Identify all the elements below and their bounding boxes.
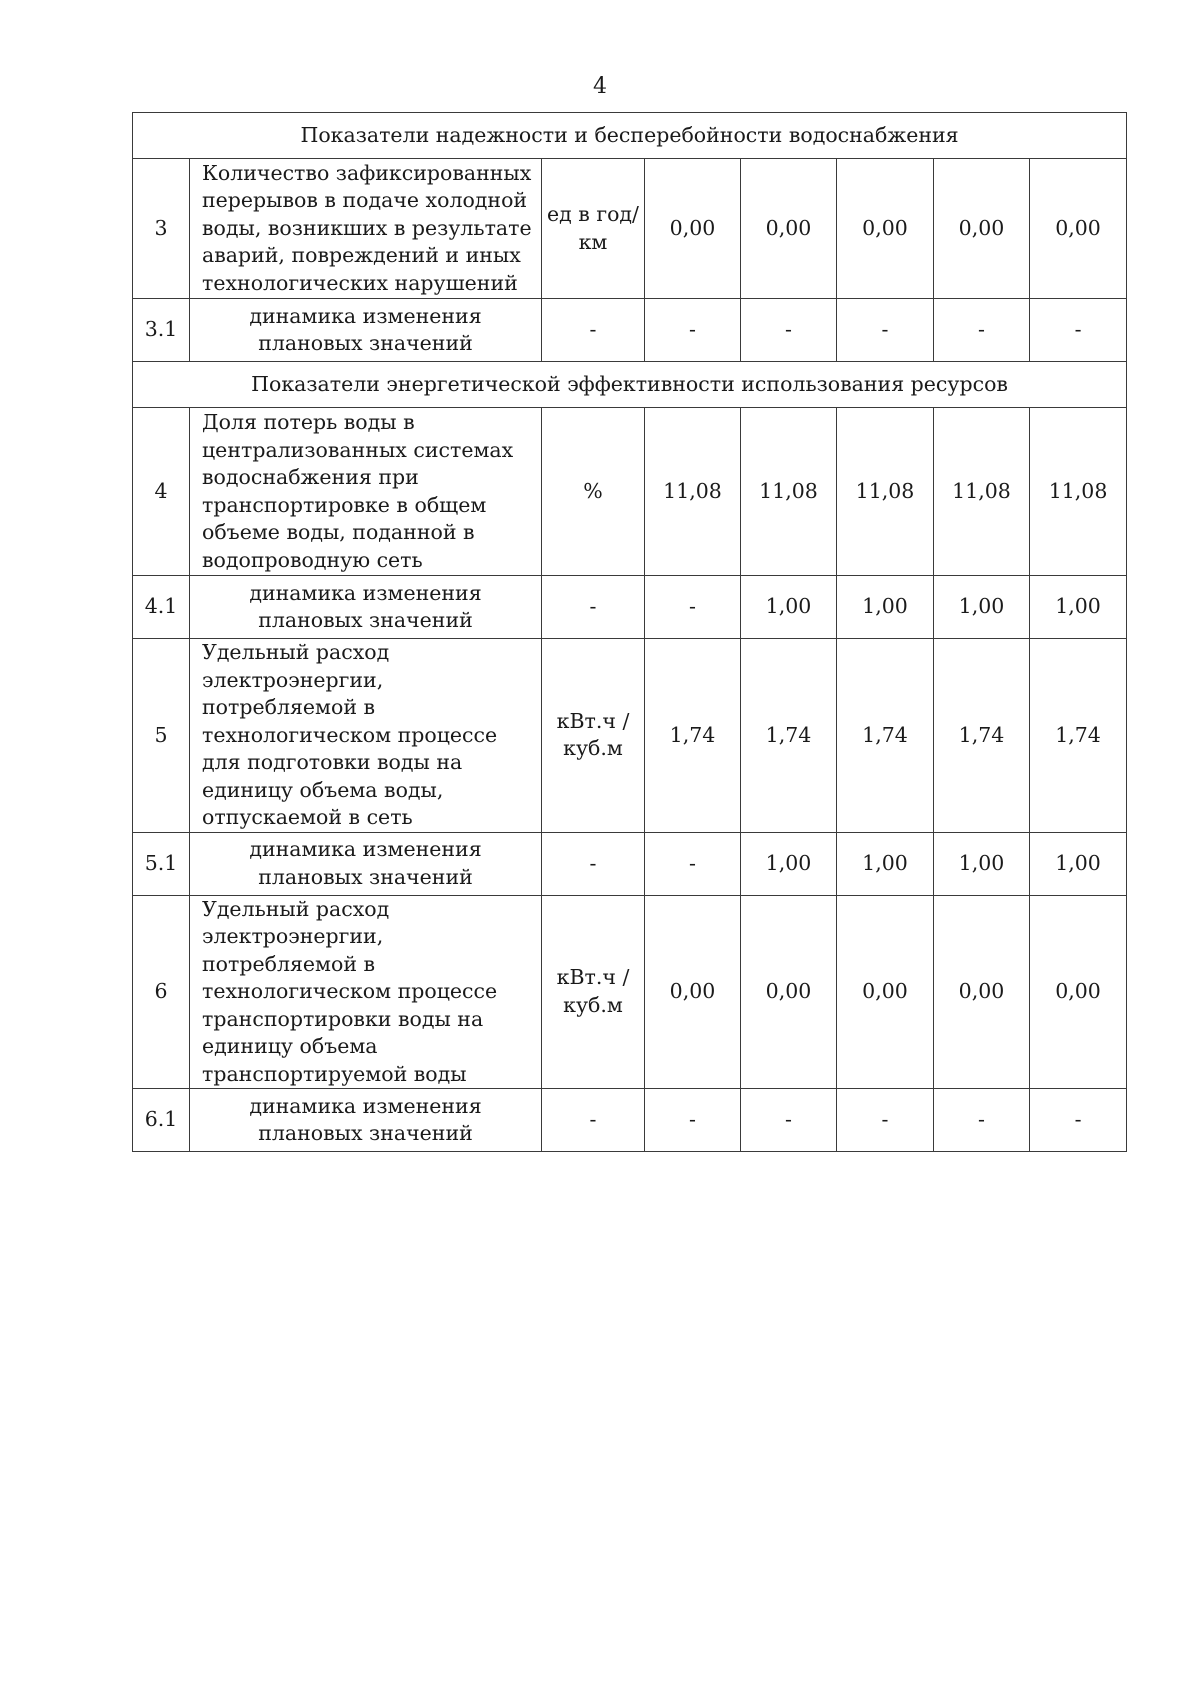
value-cell: 0,00 [1030, 895, 1127, 1089]
value-cell: 0,00 [645, 159, 741, 299]
value-cell: - [741, 299, 837, 362]
indicator-name: Количество зафиксированных перерывов в подаче холодной воды, возникших в результате аварий, повреждений и иных технологических нарушений [190, 159, 542, 299]
row-number: 3 [133, 159, 190, 299]
unit-cell: - [542, 576, 645, 639]
indicator-name: динамика изменения плановых значений [190, 1089, 542, 1152]
unit-cell: кВт.ч / куб.м [542, 895, 645, 1089]
indicator-name: Удельный расход электроэнергии, потребляемой в технологическом процессе транспортировки воды на единицу объема транспортируемой воды [190, 895, 542, 1089]
unit-cell: ед в год/ км [542, 159, 645, 299]
value-cell: 0,00 [645, 895, 741, 1089]
value-cell: 11,08 [645, 408, 741, 576]
value-cell: 1,00 [934, 576, 1030, 639]
section-title: Показатели надежности и бесперебойности водоснабжения [133, 113, 1127, 159]
value-cell: 0,00 [934, 159, 1030, 299]
indicator-name: Удельный расход электроэнергии, потребляемой в технологическом процессе для подготовки воды на единицу объема воды, отпускаемой в сеть [190, 639, 542, 833]
indicator-name: динамика изменения плановых значений [190, 299, 542, 362]
value-cell: - [645, 576, 741, 639]
value-cell: 1,00 [934, 832, 1030, 895]
table-row [133, 299, 1127, 362]
value-cell: 1,00 [837, 576, 934, 639]
value-cell: - [645, 832, 741, 895]
row-number: 4.1 [133, 576, 190, 639]
table-row [133, 832, 1127, 895]
unit-cell: - [542, 299, 645, 362]
value-cell: - [837, 299, 934, 362]
value-cell: 0,00 [837, 159, 934, 299]
unit-cell: кВт.ч / куб.м [542, 639, 645, 833]
unit-cell: - [542, 1089, 645, 1152]
value-cell: 0,00 [934, 895, 1030, 1089]
value-cell: 1,74 [837, 639, 934, 833]
value-cell: 0,00 [741, 895, 837, 1089]
section-header-row [133, 362, 1127, 408]
value-cell: 0,00 [837, 895, 934, 1089]
section-header-row [133, 113, 1127, 159]
row-number: 6 [133, 895, 190, 1089]
value-cell: 1,00 [1030, 832, 1127, 895]
value-cell: 1,74 [741, 639, 837, 833]
value-cell: 1,00 [741, 832, 837, 895]
row-number: 5 [133, 639, 190, 833]
table-row [133, 895, 1127, 1089]
value-cell: - [837, 1089, 934, 1152]
value-cell: 11,08 [741, 408, 837, 576]
table-row [133, 639, 1127, 833]
table-row [133, 408, 1127, 576]
value-cell: - [934, 299, 1030, 362]
value-cell: 1,74 [1030, 639, 1127, 833]
value-cell: 11,08 [837, 408, 934, 576]
page-number: 4 [593, 74, 607, 99]
value-cell: - [1030, 1089, 1127, 1152]
value-cell: 0,00 [1030, 159, 1127, 299]
unit-cell: % [542, 408, 645, 576]
unit-cell: - [542, 832, 645, 895]
value-cell: 1,00 [741, 576, 837, 639]
table-row [133, 159, 1127, 299]
value-cell: 1,00 [1030, 576, 1127, 639]
section-title: Показатели энергетической эффективности использования ресурсов [133, 362, 1127, 408]
value-cell: 1,74 [934, 639, 1030, 833]
value-cell: 11,08 [934, 408, 1030, 576]
indicators-table [132, 112, 1127, 1152]
value-cell: 1,00 [837, 832, 934, 895]
value-cell: - [1030, 299, 1127, 362]
indicator-name: динамика изменения плановых значений [190, 576, 542, 639]
row-number: 6.1 [133, 1089, 190, 1152]
value-cell: - [645, 1089, 741, 1152]
value-cell: - [645, 299, 741, 362]
value-cell: 11,08 [1030, 408, 1127, 576]
row-number: 5.1 [133, 832, 190, 895]
table-row [133, 576, 1127, 639]
row-number: 4 [133, 408, 190, 576]
table-row [133, 1089, 1127, 1152]
indicator-name: динамика изменения плановых значений [190, 832, 542, 895]
value-cell: 0,00 [741, 159, 837, 299]
value-cell: - [934, 1089, 1030, 1152]
indicator-name: Доля потерь воды в централизованных системах водоснабжения при транспортировке в общем объеме воды, поданной в водопроводную сеть [190, 408, 542, 576]
row-number: 3.1 [133, 299, 190, 362]
value-cell: 1,74 [645, 639, 741, 833]
value-cell: - [741, 1089, 837, 1152]
